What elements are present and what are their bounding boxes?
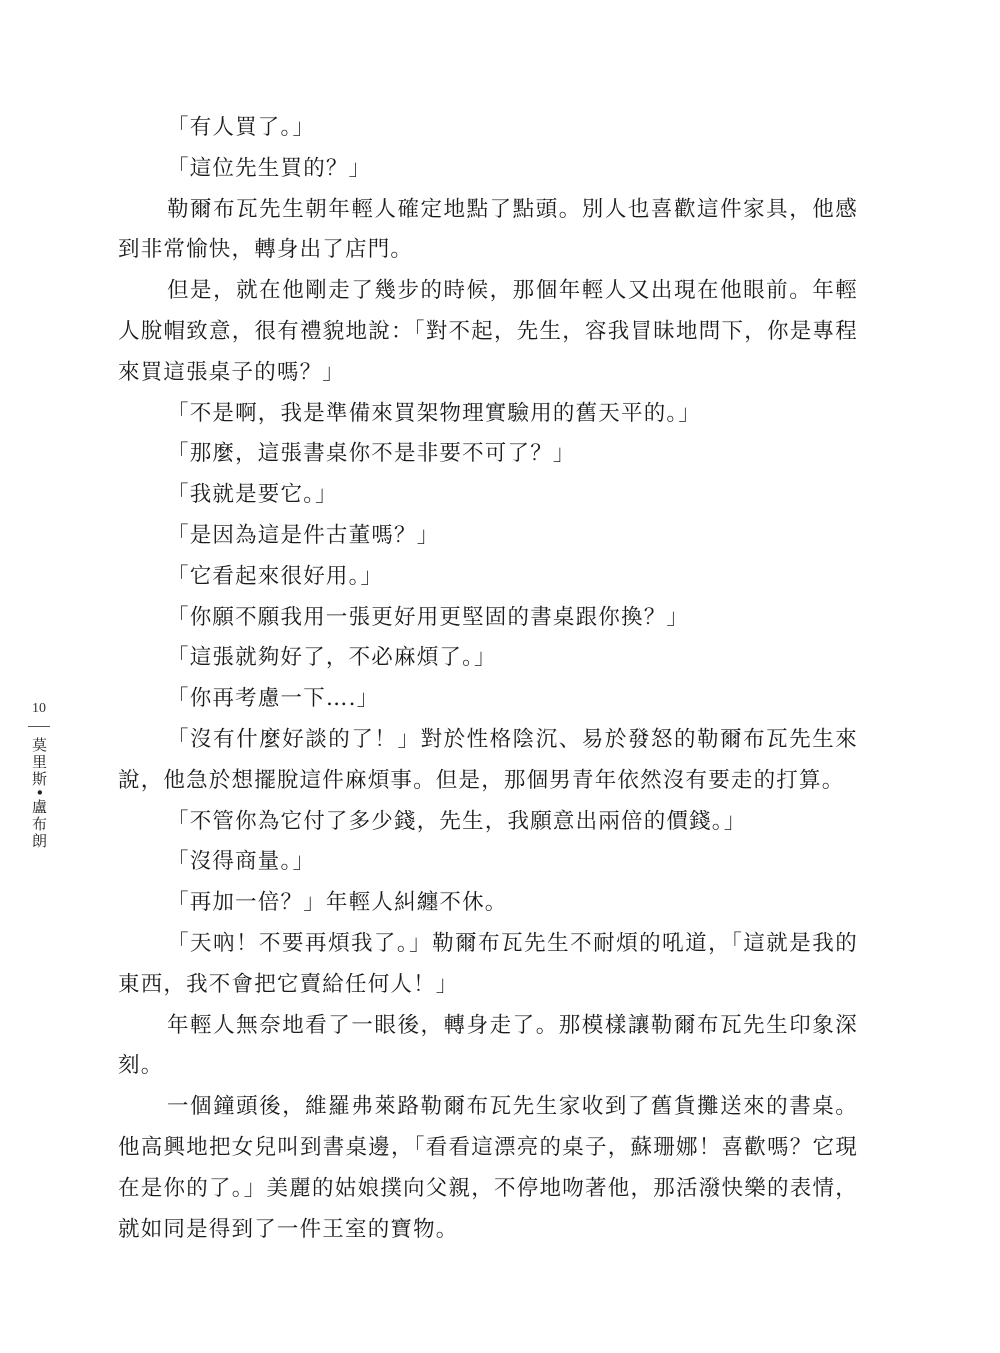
paragraph: 「這張就夠好了，不必麻煩了。」 xyxy=(167,645,497,671)
paragraph: 「沒得商量。」 xyxy=(167,849,316,875)
paragraph: 「沒有什麼好談的了！」對於性格陰沉、易於發怒的勒爾布瓦先生來說，他急於想擺脫這件麻煩事。但是，那個男青年依然沒有要走的打算。 xyxy=(118,726,858,793)
paragraph: 一個鐘頭後，維羅弗萊路勒爾布瓦先生家收到了舊貨攤送來的書桌。他高興地把女兒叫到書桌邊，「看看這漂亮的桌子，蘇珊娜！喜歡嗎？它現在是你的了。」美麗的姑娘撲向父親，不停地吻著他，那活潑快樂的表情，就如同是得到了一件王室的寶物。 xyxy=(118,1094,858,1242)
running-author-name: 莫里斯•盧布朗 xyxy=(30,737,48,850)
paragraph: 「不是啊，我是準備來買架物理實驗用的舊天平的。」 xyxy=(167,400,702,426)
body-text xyxy=(118,108,858,1250)
paragraph: 勒爾布瓦先生朝年輕人確定地點了點頭。別人也喜歡這件家具，他感到非常愉快，轉身出了店門。 xyxy=(118,196,858,263)
paragraph: 「你願不願我用一張更好用更堅固的書桌跟你換？」 xyxy=(167,604,690,630)
page-number: 10 xyxy=(32,701,46,716)
side-margin-header xyxy=(27,700,51,850)
paragraph: 「再加一倍？」年輕人糾纏不休。 xyxy=(167,890,508,916)
paragraph: 「那麼，這張書桌你不是非要不可了？」 xyxy=(167,441,576,467)
paragraph: 「我就是要它。」 xyxy=(167,482,338,508)
paragraph: 「你再考慮一下….」 xyxy=(167,686,380,712)
paragraph: 「這位先生買的？」 xyxy=(167,155,372,181)
paragraph: 「它看起來很好用。」 xyxy=(167,563,384,589)
paragraph: 年輕人無奈地看了一眼後，轉身走了。那模樣讓勒爾布瓦先生印象深刻。 xyxy=(118,1012,858,1079)
paragraph: 但是，就在他剛走了幾步的時候，那個年輕人又出現在他眼前。年輕人脫帽致意，很有禮貌地說：「對不起，先生，容我冒昧地問下，你是專程來買這張桌子的嗎？」 xyxy=(118,278,858,385)
paragraph: 「天吶！不要再煩我了。」勒爾布瓦先生不耐煩的吼道，「這就是我的東西，我不會把它賣給任何人！」 xyxy=(118,930,858,997)
paragraph: 「有人買了。」 xyxy=(167,115,316,140)
margin-divider xyxy=(28,726,50,727)
paragraph: 「不管你為它付了多少錢，先生，我願意出兩倍的價錢。」 xyxy=(167,808,747,834)
paragraph: 「是因為這是件古董嗎？」 xyxy=(167,522,440,548)
